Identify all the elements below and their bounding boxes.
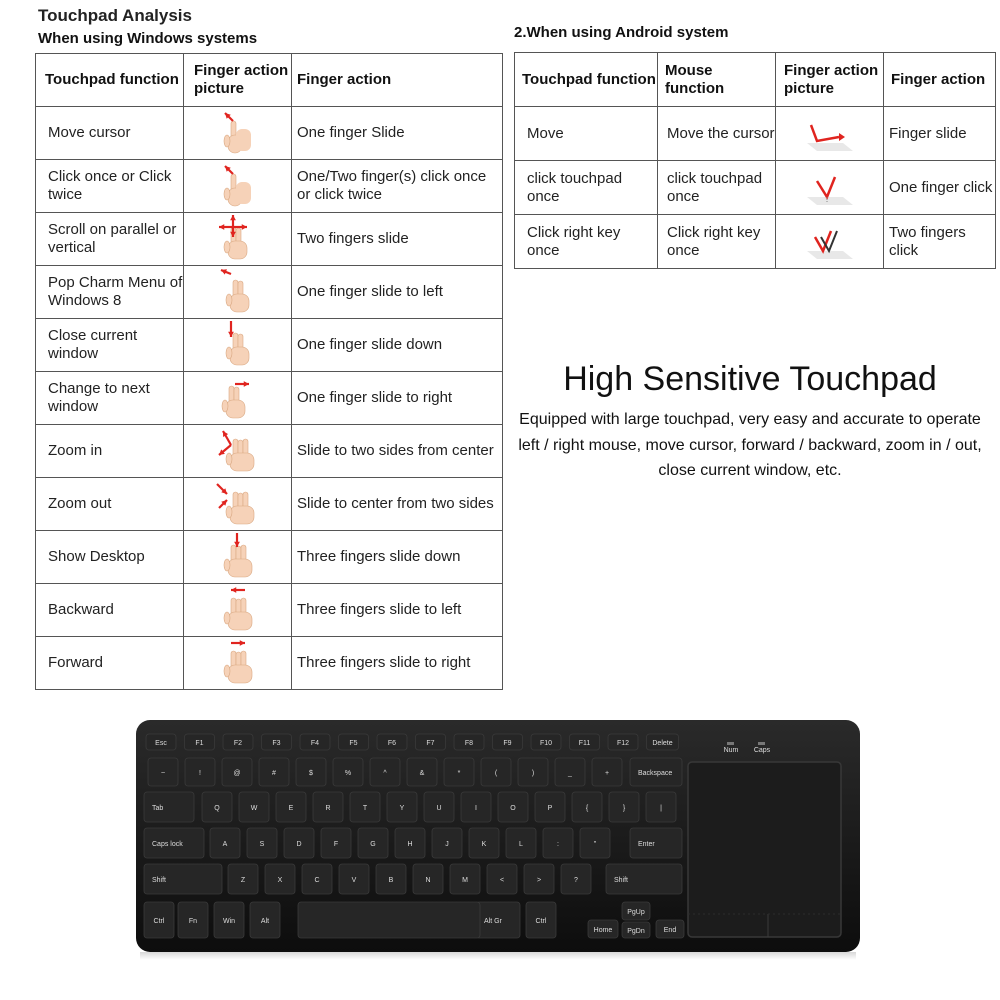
header-mouse-function: Mouse function: [658, 53, 776, 107]
key-label: :: [557, 841, 559, 848]
key-label: T: [362, 805, 368, 812]
key-label: |: [660, 805, 662, 812]
touchpad-function-cell: click touchpad once: [515, 161, 658, 215]
keyboard-icon: [136, 720, 860, 960]
key-label: }: [622, 805, 626, 812]
pinch-in-icon: [184, 478, 292, 531]
description: [508, 407, 992, 484]
key-label: Alt: [260, 918, 270, 925]
key-label: F12: [616, 740, 630, 747]
slide-path-icon: [776, 107, 884, 161]
key-label: Enter: [638, 841, 655, 848]
key-label: PgUp: [627, 909, 645, 916]
table-row: [36, 531, 503, 584]
key-label: End: [663, 927, 677, 934]
header-finger-action: Finger action: [292, 54, 503, 107]
key-label: ?: [574, 877, 578, 884]
key-label: O: [510, 805, 516, 812]
key-label: (: [494, 770, 498, 777]
finger-action-cell: Three fingers slide to left: [292, 584, 503, 637]
description-line: close current window, etc.: [658, 462, 842, 479]
key-label: A: [222, 841, 228, 848]
table-row: [36, 213, 503, 266]
key-label: ~: [160, 770, 166, 777]
mouse-function-cell: Click right key once: [658, 215, 776, 269]
key-label: G: [370, 841, 376, 848]
key-label: Home: [593, 927, 613, 934]
finger-action-cell: Two fingers slide: [292, 213, 503, 266]
key-label: P: [547, 805, 553, 812]
key-label: F2: [233, 740, 243, 747]
key-label: F7: [426, 740, 435, 747]
table-row: [36, 107, 503, 160]
key-label: Fn: [188, 918, 198, 925]
key-label: Backspace: [638, 770, 673, 777]
windows-gesture-table: [35, 53, 503, 690]
touchpad-function-cell: Forward: [36, 637, 184, 690]
table-row: [36, 425, 503, 478]
key-label: M: [462, 877, 468, 884]
key-label: Ctrl: [535, 918, 547, 925]
finger-action-cell: One finger slide down: [292, 319, 503, 372]
key-label: Z: [240, 877, 246, 884]
key-label: Y: [399, 805, 405, 812]
header-touchpad-function: Touchpad function: [515, 53, 658, 107]
key-label: _: [568, 770, 572, 777]
finger-action-cell: Three fingers slide to right: [292, 637, 503, 690]
key-label: Caps lock: [152, 841, 183, 848]
three-finger-left-icon: [184, 584, 292, 637]
touchpad-surface: [688, 762, 841, 937]
finger-action-cell: Two fingers click: [884, 215, 996, 269]
key-label: !: [199, 770, 201, 777]
key-label: Shift: [152, 877, 167, 884]
key-label: E: [288, 805, 294, 812]
key-label: C: [314, 877, 320, 884]
key-label: R: [325, 805, 331, 812]
mouse-function-cell: click touchpad once: [658, 161, 776, 215]
touchpad-function-cell: Zoom out: [36, 478, 184, 531]
key-label: F8: [464, 740, 474, 747]
key-label: X: [277, 877, 283, 884]
key-label: Esc: [155, 740, 167, 747]
hand-slide-right-icon: [184, 372, 292, 425]
key-label: Alt Gr: [484, 918, 502, 925]
touchpad-function-cell: Pop Charm Menu of Windows 8: [36, 266, 184, 319]
key-label: D: [296, 841, 302, 848]
table-row: [36, 372, 503, 425]
key-label: H: [407, 841, 413, 848]
double-tap-icon: [776, 215, 884, 269]
touchpad-function-cell: Click once or Click twice: [36, 160, 184, 213]
key-label: Tab: [152, 805, 164, 812]
key-label: F4: [310, 740, 320, 747]
key-label: Q: [214, 805, 220, 812]
finger-action-cell: One finger slide to right: [292, 372, 503, 425]
header-finger-picture: Finger action picture: [184, 54, 292, 107]
key-label: F11: [578, 740, 591, 747]
key-label: ): [531, 770, 535, 777]
key-label: I: [475, 805, 477, 812]
key-label: >: [536, 877, 542, 884]
finger-action-cell: One/Two finger(s) click once or click twice: [292, 160, 503, 213]
android-gesture-table: [514, 52, 996, 269]
table-row: [515, 107, 996, 161]
key-label: Delete: [652, 740, 673, 747]
touchpad-function-cell: Close current window: [36, 319, 184, 372]
key-label: N: [425, 877, 431, 884]
indicator-light: [758, 742, 765, 745]
key-label: F5: [349, 740, 358, 747]
touchpad-function-cell: Move: [515, 107, 658, 161]
touchpad-function-cell: Change to next window: [36, 372, 184, 425]
finger-action-cell: Slide to center from two sides: [292, 478, 503, 531]
key-label: {: [585, 805, 589, 812]
key-label: F6: [387, 740, 397, 747]
touchpad-function-cell: Backward: [36, 584, 184, 637]
keyboard-key: [298, 902, 480, 938]
touchpad-function-cell: Scroll on parallel or vertical: [36, 213, 184, 266]
headline: High Sensitive Touchpad: [563, 360, 937, 398]
hand-slide-down-icon: [184, 319, 292, 372]
key-label: #: [272, 770, 276, 777]
key-label: &: [419, 770, 425, 777]
table-row: [515, 215, 996, 269]
header-finger-action: Finger action: [884, 53, 996, 107]
header-finger-picture: Finger action picture: [776, 53, 884, 107]
indicator-label: Caps: [753, 747, 771, 754]
key-label: W: [250, 805, 258, 812]
key-label: <: [499, 877, 505, 884]
windows-subtitle: When using Windows systems: [38, 30, 258, 47]
keyboard-image: [136, 720, 860, 965]
key-label: Shift: [614, 877, 629, 884]
key-label: F1: [195, 740, 204, 747]
table-row: [515, 161, 996, 215]
indicator-light: [727, 742, 734, 745]
finger-action-cell: One finger click: [884, 161, 996, 215]
key-label: *: [457, 770, 461, 777]
page-title: Touchpad Analysis: [38, 6, 192, 25]
one-finger-tap-icon: [184, 160, 292, 213]
key-label: PgDn: [627, 928, 645, 935]
key-label: K: [481, 841, 487, 848]
key-label: S: [259, 841, 265, 848]
table-row: [36, 478, 503, 531]
key-label: F9: [503, 740, 512, 747]
key-label: $: [309, 770, 313, 777]
finger-action-cell: One finger Slide: [292, 107, 503, 160]
key-label: J: [445, 841, 449, 848]
key-label: ": [593, 841, 597, 848]
key-label: Win: [222, 918, 236, 925]
key-label: L: [519, 841, 523, 848]
key-label: Ctrl: [153, 918, 165, 925]
description-line: left / right mouse, move cursor, forward / backward, zoom in / out,: [518, 436, 982, 454]
touchpad-function-cell: Zoom in: [36, 425, 184, 478]
finger-action-cell: One finger slide to left: [292, 266, 503, 319]
table-row: [36, 266, 503, 319]
key-label: ^: [383, 770, 387, 777]
key-label: V: [351, 877, 357, 884]
touchpad-function-cell: Move cursor: [36, 107, 184, 160]
android-subtitle: 2.When using Android system: [514, 24, 729, 41]
key-label: F3: [272, 740, 281, 747]
table-row: [36, 319, 503, 372]
key-label: U: [436, 805, 442, 812]
key-label: %: [344, 770, 352, 777]
pinch-out-icon: [184, 425, 292, 478]
four-way-arrows-hand-icon: [184, 213, 292, 266]
key-label: @: [233, 770, 241, 777]
description-line: Equipped with large touchpad, very easy and accurate to operate: [519, 411, 981, 428]
three-finger-right-icon: [184, 637, 292, 690]
touchpad-function-cell: Show Desktop: [36, 531, 184, 584]
mouse-function-cell: Move the cursor: [658, 107, 776, 161]
touchpad-function-cell: Click right key once: [515, 215, 658, 269]
key-label: F10: [539, 740, 553, 747]
single-tap-icon: [776, 161, 884, 215]
indicator-label: Num: [723, 747, 739, 754]
key-label: B: [388, 877, 394, 884]
header-touchpad-function: Touchpad function: [36, 54, 184, 107]
table-row: [36, 160, 503, 213]
key-label: F: [333, 841, 339, 848]
key-label: +: [604, 770, 610, 777]
one-finger-slide-icon: [184, 107, 292, 160]
table-row: [36, 637, 503, 690]
three-finger-down-icon: [184, 531, 292, 584]
finger-action-cell: Three fingers slide down: [292, 531, 503, 584]
table-row: [36, 584, 503, 637]
finger-action-cell: Finger slide: [884, 107, 996, 161]
finger-action-cell: Slide to two sides from center: [292, 425, 503, 478]
hand-slide-left-icon: [184, 266, 292, 319]
